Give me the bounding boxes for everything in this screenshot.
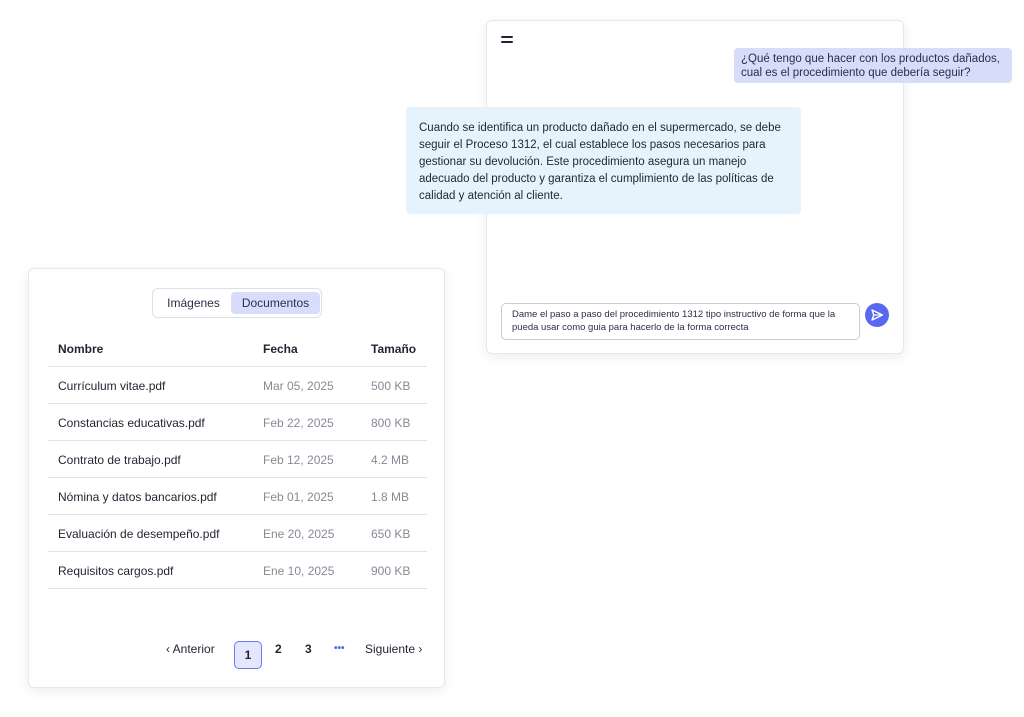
header-divider [48, 366, 427, 367]
file-size: 4.2 MB [371, 453, 410, 467]
file-size: 1.8 MB [371, 490, 410, 504]
page-1-button[interactable]: 1 [234, 641, 262, 669]
file-date: Feb 01, 2025 [263, 490, 334, 504]
column-header-size[interactable]: Tamaño [371, 342, 417, 356]
tab-imagenes[interactable]: Imágenes [167, 296, 220, 310]
file-name-link[interactable]: Currículum vitae.pdf [58, 379, 166, 393]
file-name-link[interactable]: Constancias educativas.pdf [58, 416, 205, 430]
assistant-message-bubble: Cuando se identifica un producto dañado en el supermercado, se debe seguir el Proceso 1312, el cual establece los pasos necesarios para gestionar su devolución. Este procedimiento asegura un manejo adecuado del producto y garantiza el cumplimiento de las políticas de calidad y atención al cliente. [406, 107, 801, 214]
file-name-link[interactable]: Nómina y datos bancarios.pdf [58, 490, 217, 504]
file-date: Ene 10, 2025 [263, 564, 335, 578]
file-date: Feb 22, 2025 [263, 416, 334, 430]
row-divider [48, 403, 427, 404]
file-size: 900 KB [371, 564, 411, 578]
file-date: Feb 12, 2025 [263, 453, 334, 467]
file-size: 800 KB [371, 416, 411, 430]
row-divider [48, 477, 427, 478]
row-divider [48, 514, 427, 515]
column-header-date[interactable]: Fecha [263, 342, 298, 356]
row-divider [48, 551, 427, 552]
media-type-tabs [152, 288, 322, 318]
more-pages-ellipsis[interactable]: ••• [334, 643, 345, 654]
user-message-bubble: ¿Qué tengo que hacer con los productos dañados, cual es el procedimiento que debería seguir? [734, 48, 1012, 83]
page-2-button[interactable]: 2 [275, 642, 282, 656]
paper-plane-send-icon [870, 308, 884, 322]
chat-message-input[interactable]: Dame el paso a paso del procedimiento 1312 tipo instructivo de forma que la pueda usar como guia para hacerlo de la forma correcta [501, 303, 860, 340]
page-3-button[interactable]: 3 [305, 642, 312, 656]
file-name-link[interactable]: Evaluación de desempeño.pdf [58, 527, 220, 541]
file-size: 650 KB [371, 527, 411, 541]
send-button[interactable] [865, 303, 889, 327]
file-name-link[interactable]: Contrato de trabajo.pdf [58, 453, 181, 467]
file-name-link[interactable]: Requisitos cargos.pdf [58, 564, 174, 578]
hamburger-menu-icon[interactable] [501, 34, 515, 44]
file-date: Ene 20, 2025 [263, 527, 335, 541]
next-page-button[interactable]: Siguiente › [365, 642, 423, 656]
file-date: Mar 05, 2025 [263, 379, 334, 393]
column-header-name[interactable]: Nombre [58, 342, 104, 356]
row-divider [48, 440, 427, 441]
tab-documentos[interactable]: Documentos [231, 292, 320, 314]
documents-panel [28, 268, 445, 688]
previous-page-button[interactable]: ‹ Anterior [166, 642, 215, 656]
file-size: 500 KB [371, 379, 411, 393]
row-divider [48, 588, 427, 589]
